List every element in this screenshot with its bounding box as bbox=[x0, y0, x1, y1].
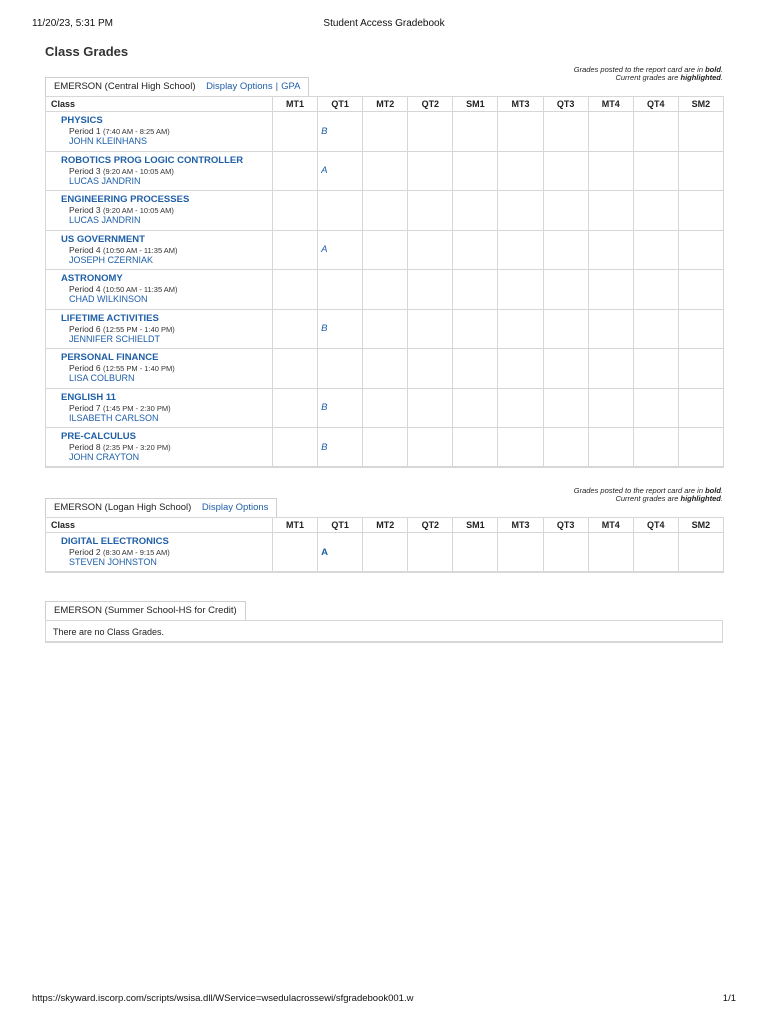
class-cell bbox=[46, 270, 273, 310]
grade-cell-mt2 bbox=[363, 230, 408, 270]
grade-cell-qt1[interactable] bbox=[318, 112, 363, 152]
grade-cell-sm1 bbox=[453, 270, 498, 310]
grade-cell-qt2 bbox=[408, 112, 453, 152]
page-url: https://skyward.iscorp.com/scripts/wsisa.dll/WService=wsedulacrossewi/sfgradebook001.w bbox=[32, 993, 414, 1004]
column-header-qt1: QT1 bbox=[318, 518, 363, 533]
grade-cell-mt2 bbox=[363, 309, 408, 349]
grade-cell-mt1 bbox=[273, 309, 318, 349]
grade-value[interactable]: A bbox=[321, 546, 328, 558]
grade-cell-qt4 bbox=[633, 309, 678, 349]
print-date: 11/20/23, 5:31 PM bbox=[32, 18, 113, 29]
class-period: Period 8 (2:35 PM - 3:20 PM) bbox=[69, 442, 171, 452]
grades-table bbox=[45, 517, 724, 573]
grade-cell-qt2 bbox=[408, 428, 453, 468]
grade-cell-mt1 bbox=[273, 112, 318, 152]
grade-legend: Grades posted to the report card are in bold. Current grades are highlighted. bbox=[573, 486, 723, 503]
class-row bbox=[46, 388, 724, 428]
grade-cell-mt1 bbox=[273, 388, 318, 428]
grade-cell-qt1 bbox=[318, 349, 363, 389]
grade-cell-mt3 bbox=[498, 309, 543, 349]
grade-cell-sm1 bbox=[453, 309, 498, 349]
grade-cell-qt3 bbox=[543, 388, 588, 428]
class-cell bbox=[46, 533, 273, 573]
column-header-qt4: QT4 bbox=[633, 518, 678, 533]
column-header-mt2: MT2 bbox=[363, 518, 408, 533]
print-header bbox=[32, 18, 736, 32]
grade-legend: Grades posted to the report card are in bold. Current grades are highlighted. bbox=[573, 65, 723, 82]
grade-value[interactable]: B bbox=[321, 441, 328, 453]
grade-cell-mt1 bbox=[273, 349, 318, 389]
grade-cell-sm2 bbox=[678, 191, 723, 231]
display-options-link[interactable]: Display Options bbox=[206, 81, 273, 92]
column-header-mt1: MT1 bbox=[273, 518, 318, 533]
grade-cell-mt3 bbox=[498, 428, 543, 468]
grade-cell-mt2 bbox=[363, 533, 408, 573]
class-name-link[interactable]: US GOVERNMENT bbox=[61, 233, 145, 245]
grade-value[interactable]: A bbox=[321, 244, 328, 256]
gradebook-section-logan bbox=[45, 486, 723, 573]
grade-cell-qt4 bbox=[633, 270, 678, 310]
teacher-link[interactable]: JOHN KLEINHANS bbox=[69, 136, 148, 147]
column-header-mt4: MT4 bbox=[588, 97, 633, 112]
grade-cell-qt1 bbox=[318, 270, 363, 310]
class-period: Period 3 (9:20 AM - 10:05 AM) bbox=[69, 205, 174, 216]
column-header-qt2: QT2 bbox=[408, 97, 453, 112]
class-period: Period 6 (12:55 PM - 1:40 PM) bbox=[69, 323, 175, 334]
grade-cell-qt2 bbox=[408, 191, 453, 231]
class-cell bbox=[46, 191, 273, 231]
grade-cell-qt2 bbox=[408, 151, 453, 191]
grade-cell-qt4 bbox=[633, 151, 678, 191]
grade-cell-mt1 bbox=[273, 191, 318, 231]
class-period: Period 2 (8:30 AM - 9:15 AM) bbox=[69, 547, 170, 557]
column-header-sm1: SM1 bbox=[453, 97, 498, 112]
class-period: Period 4 (10:50 AM - 11:35 AM) bbox=[69, 284, 178, 295]
grade-cell-qt2 bbox=[408, 533, 453, 573]
grade-cell-sm1 bbox=[453, 151, 498, 191]
grade-cell-mt4 bbox=[588, 349, 633, 389]
class-row bbox=[46, 349, 724, 389]
grade-cell-mt2 bbox=[363, 270, 408, 310]
grade-cell-mt3 bbox=[498, 533, 543, 573]
class-name-link[interactable]: ROBOTICS PROG LOGIC CONTROLLER bbox=[61, 154, 244, 166]
class-period: Period 6 (12:55 PM - 1:40 PM) bbox=[69, 363, 175, 374]
grade-cell-sm2 bbox=[678, 309, 723, 349]
grade-cell-sm2 bbox=[678, 270, 723, 310]
class-cell bbox=[46, 230, 273, 270]
grade-cell-sm1 bbox=[453, 230, 498, 270]
grade-cell-mt1 bbox=[273, 151, 318, 191]
grade-cell-qt3 bbox=[543, 151, 588, 191]
grade-cell-qt3 bbox=[543, 533, 588, 573]
grade-cell-mt3 bbox=[498, 191, 543, 231]
grade-cell-sm2 bbox=[678, 349, 723, 389]
class-name-link[interactable]: ENGLISH 11 bbox=[61, 391, 116, 403]
grade-cell-mt2 bbox=[363, 428, 408, 468]
class-cell bbox=[46, 428, 273, 468]
teacher-link[interactable]: JENNIFER SCHIELDT bbox=[69, 333, 161, 344]
grade-cell-mt4 bbox=[588, 309, 633, 349]
grade-cell-mt2 bbox=[363, 349, 408, 389]
grade-cell-sm1 bbox=[453, 112, 498, 152]
school-tab bbox=[45, 498, 277, 517]
page-title: Class Grades bbox=[45, 44, 129, 59]
class-period: Period 1 (7:40 AM - 8:25 AM) bbox=[69, 126, 170, 137]
teacher-link[interactable]: CHAD WILKINSON bbox=[69, 294, 148, 305]
display-options-link[interactable]: Display Options bbox=[201, 502, 269, 513]
grade-value[interactable]: B bbox=[321, 323, 328, 335]
grade-cell-sm1 bbox=[453, 533, 498, 573]
grade-cell-sm2 bbox=[678, 388, 723, 428]
teacher-link[interactable]: LISA COLBURN bbox=[69, 373, 135, 384]
gpa-link[interactable]: GPA bbox=[281, 81, 301, 92]
column-header-qt2: QT2 bbox=[408, 518, 453, 533]
column-header-qt3: QT3 bbox=[543, 97, 588, 112]
column-header-qt4: QT4 bbox=[633, 97, 678, 112]
teacher-link[interactable]: ILSABETH CARLSON bbox=[69, 412, 159, 423]
grade-cell-qt3 bbox=[543, 191, 588, 231]
column-header-mt2: MT2 bbox=[363, 97, 408, 112]
grade-cell-sm1 bbox=[453, 349, 498, 389]
school-name: EMERSON (Central High School) bbox=[54, 81, 196, 92]
grade-cell-mt4 bbox=[588, 191, 633, 231]
grade-cell-mt1 bbox=[273, 428, 318, 468]
class-name-link[interactable]: ASTRONOMY bbox=[61, 273, 123, 285]
grade-cell-qt3 bbox=[543, 112, 588, 152]
class-name-link[interactable]: ENGINEERING PROCESSES bbox=[61, 194, 190, 206]
grade-cell-mt3 bbox=[498, 151, 543, 191]
grade-cell-mt4 bbox=[588, 230, 633, 270]
grade-cell-mt4 bbox=[588, 533, 633, 573]
grade-cell-qt1[interactable] bbox=[318, 151, 363, 191]
column-header-mt4: MT4 bbox=[588, 518, 633, 533]
column-header-mt3: MT3 bbox=[498, 518, 543, 533]
class-time: (1:45 PM - 2:30 PM) bbox=[103, 403, 171, 413]
grade-cell-qt2 bbox=[408, 309, 453, 349]
grade-cell-mt3 bbox=[498, 349, 543, 389]
grade-cell-qt3 bbox=[543, 349, 588, 389]
teacher-link[interactable]: JOHN CRAYTON bbox=[69, 452, 140, 462]
class-row bbox=[46, 533, 724, 573]
grade-cell-sm1 bbox=[453, 388, 498, 428]
teacher-link[interactable]: JOSEPH CZERNIAK bbox=[69, 254, 154, 265]
school-tab bbox=[45, 601, 246, 620]
grade-cell-mt1 bbox=[273, 270, 318, 310]
grade-cell-qt1 bbox=[318, 191, 363, 231]
link-separator: | bbox=[275, 81, 279, 92]
grade-cell-qt1[interactable] bbox=[318, 309, 363, 349]
grade-cell-mt3 bbox=[498, 388, 543, 428]
school-name: EMERSON (Summer School-HS for Credit) bbox=[54, 605, 237, 616]
page-number: 1/1 bbox=[722, 993, 736, 1004]
grade-cell-mt3 bbox=[498, 112, 543, 152]
column-header-qt3: QT3 bbox=[543, 518, 588, 533]
class-row bbox=[46, 309, 724, 349]
gradebook-section-summer bbox=[45, 601, 723, 643]
class-time: (9:20 AM - 10:05 AM) bbox=[103, 166, 174, 176]
table-header-row bbox=[46, 97, 724, 112]
print-footer bbox=[32, 993, 736, 1007]
class-time: (2:35 PM - 3:20 PM) bbox=[103, 443, 171, 452]
class-name-link[interactable]: LIFETIME ACTIVITIES bbox=[61, 312, 159, 324]
column-header-qt1: QT1 bbox=[318, 97, 363, 112]
class-row bbox=[46, 428, 724, 468]
grade-cell-qt3 bbox=[543, 309, 588, 349]
grade-cell-mt3 bbox=[498, 270, 543, 310]
grade-cell-mt4 bbox=[588, 151, 633, 191]
class-period: Period 3 (9:20 AM - 10:05 AM) bbox=[69, 165, 174, 176]
grade-cell-sm2 bbox=[678, 112, 723, 152]
class-time: (10:50 AM - 11:35 AM) bbox=[103, 245, 178, 255]
grade-cell-qt2 bbox=[408, 349, 453, 389]
grade-value[interactable]: B bbox=[321, 402, 328, 414]
teacher-link[interactable]: LUCAS JANDRIN bbox=[69, 175, 141, 186]
class-time: (12:55 PM - 1:40 PM) bbox=[103, 324, 175, 334]
grade-cell-sm2 bbox=[678, 230, 723, 270]
class-time: (8:30 AM - 9:15 AM) bbox=[103, 548, 170, 557]
grade-cell-qt4 bbox=[633, 349, 678, 389]
grade-cell-sm1 bbox=[453, 428, 498, 468]
grade-cell-qt3 bbox=[543, 230, 588, 270]
class-period: Period 7 (1:45 PM - 2:30 PM) bbox=[69, 402, 171, 413]
class-row bbox=[46, 191, 724, 231]
grade-cell-mt2 bbox=[363, 112, 408, 152]
grade-value[interactable]: B bbox=[321, 125, 328, 137]
grade-cell-qt2 bbox=[408, 388, 453, 428]
class-cell bbox=[46, 151, 273, 191]
grade-cell-qt1[interactable] bbox=[318, 428, 363, 468]
grade-cell-qt4 bbox=[633, 533, 678, 573]
column-header-sm2: SM2 bbox=[678, 518, 723, 533]
grade-cell-qt1[interactable] bbox=[318, 533, 363, 573]
class-period: Period 4 (10:50 AM - 11:35 AM) bbox=[69, 244, 178, 255]
grade-cell-mt4 bbox=[588, 270, 633, 310]
class-cell bbox=[46, 349, 273, 389]
class-row bbox=[46, 230, 724, 270]
grade-cell-sm2 bbox=[678, 428, 723, 468]
grade-cell-mt2 bbox=[363, 388, 408, 428]
column-header-mt3: MT3 bbox=[498, 97, 543, 112]
class-cell bbox=[46, 309, 273, 349]
class-cell bbox=[46, 112, 273, 152]
grade-cell-sm2 bbox=[678, 151, 723, 191]
class-name-link[interactable]: PRE-CALCULUS bbox=[61, 431, 136, 442]
empty-message: There are no Class Grades. bbox=[45, 620, 723, 643]
table-header-row bbox=[46, 518, 724, 533]
grade-cell-qt1[interactable] bbox=[318, 388, 363, 428]
grade-cell-qt4 bbox=[633, 191, 678, 231]
grades-table bbox=[45, 96, 724, 468]
class-name-link[interactable]: DIGITAL ELECTRONICS bbox=[61, 536, 169, 547]
grade-cell-mt1 bbox=[273, 533, 318, 573]
grade-cell-mt3 bbox=[498, 230, 543, 270]
class-time: (10:50 AM - 11:35 AM) bbox=[103, 285, 178, 295]
school-tab bbox=[45, 77, 309, 96]
grade-cell-qt4 bbox=[633, 388, 678, 428]
grade-cell-mt2 bbox=[363, 151, 408, 191]
class-time: (9:20 AM - 10:05 AM) bbox=[103, 206, 174, 216]
grade-cell-qt4 bbox=[633, 428, 678, 468]
grade-cell-mt2 bbox=[363, 191, 408, 231]
teacher-link[interactable]: STEVEN JOHNSTON bbox=[69, 557, 157, 567]
grade-cell-qt4 bbox=[633, 112, 678, 152]
class-cell bbox=[46, 388, 273, 428]
grade-value[interactable]: A bbox=[321, 165, 328, 177]
class-row bbox=[46, 151, 724, 191]
print-title: Student Access Gradebook bbox=[323, 18, 445, 29]
grade-cell-sm2 bbox=[678, 533, 723, 573]
grade-cell-qt3 bbox=[543, 428, 588, 468]
grade-cell-qt1[interactable] bbox=[318, 230, 363, 270]
school-name: EMERSON (Logan High School) bbox=[54, 502, 192, 513]
grade-cell-mt4 bbox=[588, 112, 633, 152]
grade-cell-qt3 bbox=[543, 270, 588, 310]
column-header-sm2: SM2 bbox=[678, 97, 723, 112]
class-row bbox=[46, 270, 724, 310]
column-header-class: Class bbox=[46, 97, 273, 112]
column-header-sm1: SM1 bbox=[453, 518, 498, 533]
grade-cell-mt1 bbox=[273, 230, 318, 270]
teacher-link[interactable]: LUCAS JANDRIN bbox=[69, 215, 141, 226]
grade-cell-qt4 bbox=[633, 230, 678, 270]
grade-cell-sm1 bbox=[453, 191, 498, 231]
grade-cell-mt4 bbox=[588, 428, 633, 468]
gradebook-section-central bbox=[45, 65, 723, 468]
grade-cell-qt2 bbox=[408, 230, 453, 270]
class-row bbox=[46, 112, 724, 152]
column-header-class: Class bbox=[46, 518, 273, 533]
class-name-link[interactable]: PERSONAL FINANCE bbox=[61, 352, 159, 364]
class-time: (12:55 PM - 1:40 PM) bbox=[103, 364, 175, 374]
grade-cell-qt2 bbox=[408, 270, 453, 310]
class-time: (7:40 AM - 8:25 AM) bbox=[103, 127, 170, 137]
grade-cell-mt4 bbox=[588, 388, 633, 428]
column-header-mt1: MT1 bbox=[273, 97, 318, 112]
class-name-link[interactable]: PHYSICS bbox=[61, 115, 103, 127]
